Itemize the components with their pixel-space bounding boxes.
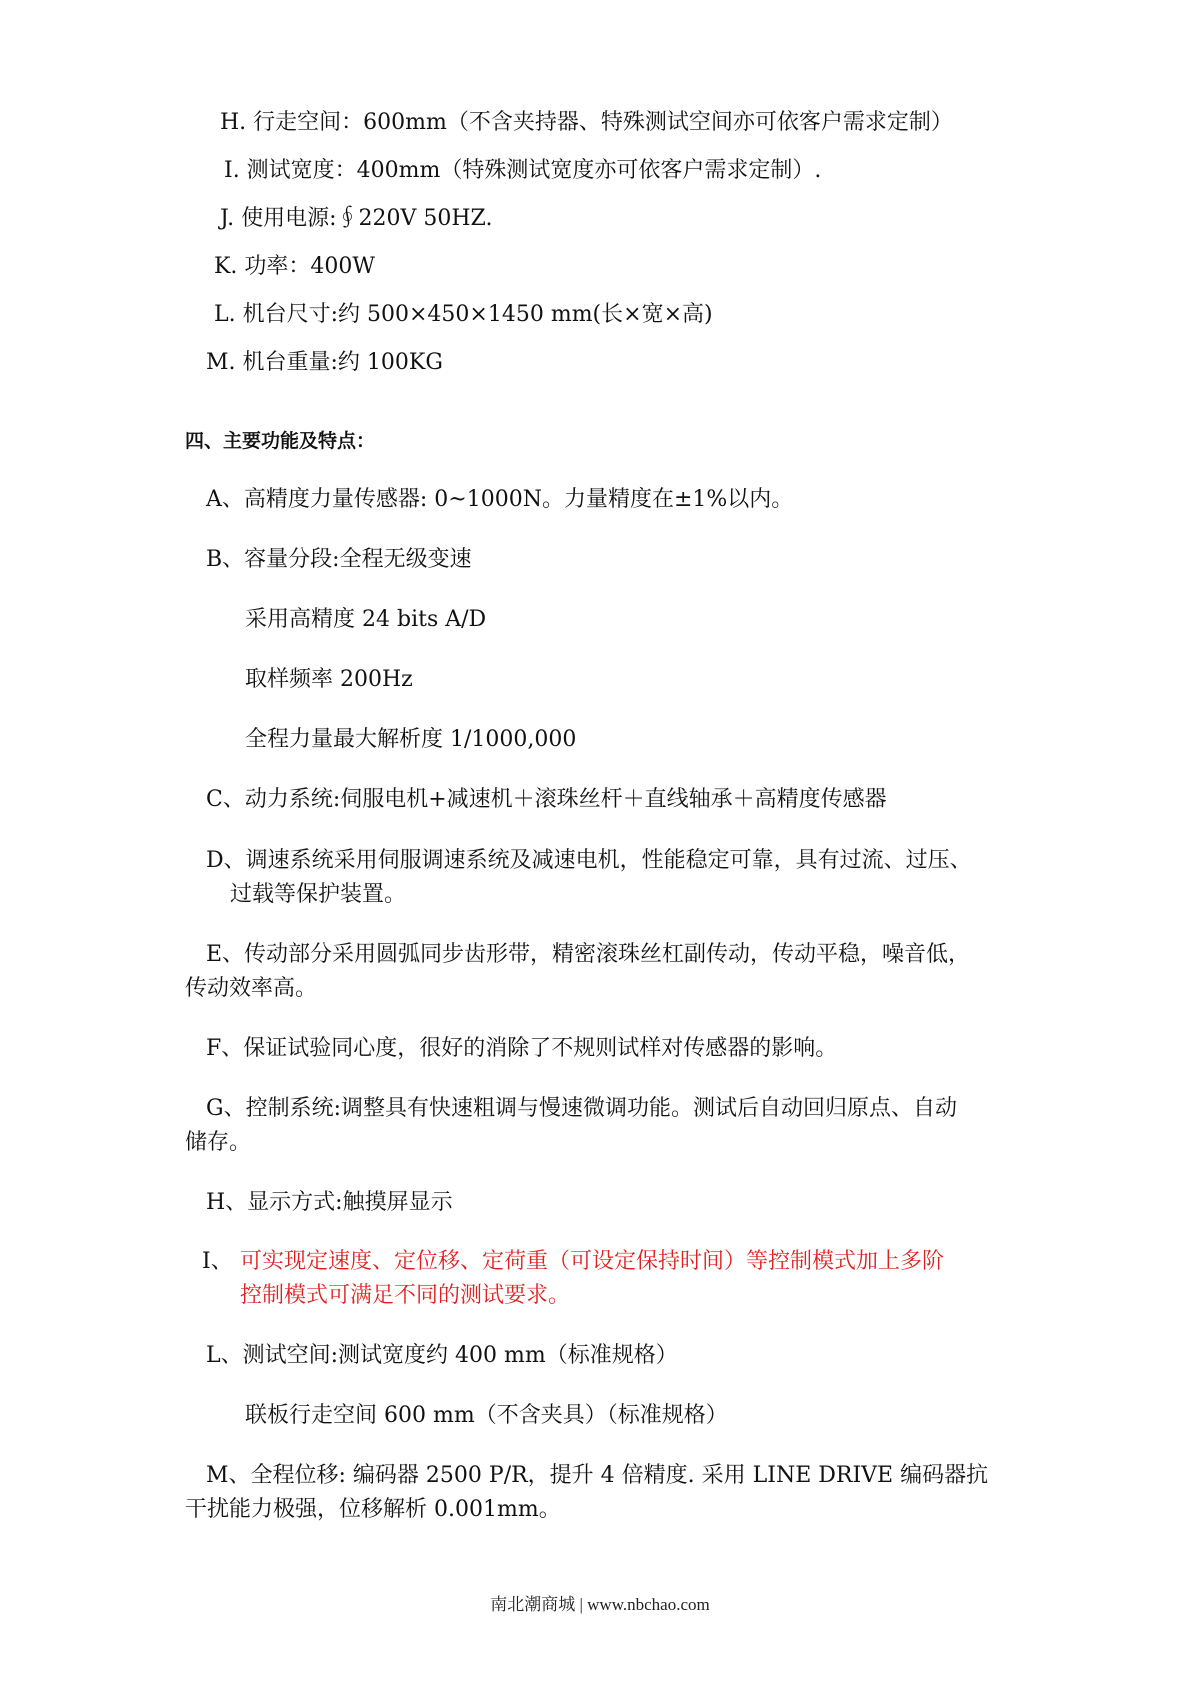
feature-b-ad: 采用高精度 24 bits A/D xyxy=(245,607,487,632)
spec-h-travel-space: H. 行走空间：600mm（不含夹持器、特殊测试空间亦可依客户需求定制） xyxy=(220,110,953,135)
spec-k-power: K. 功率：400W xyxy=(214,254,376,279)
feature-e-line2: 传动效率高。 xyxy=(185,976,318,1001)
spec-l-dimensions: L. 机台尺寸:约 500×450×1450 mm(长×宽×高) xyxy=(214,302,713,327)
page-footer: 南北潮商城 | www.nbchao.com xyxy=(490,1595,710,1614)
feature-g-line1: G、控制系统:调整具有快速粗调与慢速微调功能。测试后自动回归原点、自动 xyxy=(206,1096,957,1121)
feature-l-travel: 联板行走空间 600 mm（不含夹具）（标准规格） xyxy=(245,1403,728,1428)
feature-e-line1: E、传动部分采用圆弧同步齿形带，精密滚珠丝杠副传动，传动平稳，噪音低， xyxy=(206,942,971,967)
feature-l: L、测试空间:测试宽度约 400 mm（标准规格） xyxy=(206,1343,678,1368)
feature-i-prefix: I、 xyxy=(202,1249,233,1274)
feature-m-line1: M、全程位移: 编码器 2500 P/R，提升 4 倍精度. 采用 LINE DRIVE 编码器抗 xyxy=(206,1463,989,1488)
spec-m-weight: M. 机台重量:约 100KG xyxy=(206,350,443,375)
feature-f: F、保证试验同心度，很好的消除了不规则试样对传感器的影响。 xyxy=(206,1036,838,1061)
feature-a: A、高精度力量传感器: 0~1000N。力量精度在±1%以内。 xyxy=(206,487,794,512)
feature-h: H、显示方式:触摸屏显示 xyxy=(206,1190,453,1215)
feature-i-line1: 可实现定速度、定位移、定荷重（可设定保持时间）等控制模式加上多阶 xyxy=(240,1249,945,1274)
feature-c: C、动力系统:伺服电机+减速机＋滚珠丝杆＋直线轴承＋高精度传感器 xyxy=(206,787,887,812)
feature-i-line2: 控制模式可满足不同的测试要求。 xyxy=(240,1283,571,1308)
feature-b-sampling: 取样频率 200Hz xyxy=(245,667,413,692)
spec-j-power-supply: J. 使用电源:∮220V 50HZ. xyxy=(220,206,493,231)
feature-d-line2: 过载等保护装置。 xyxy=(230,882,407,907)
feature-g-line2: 储存。 xyxy=(185,1130,252,1155)
feature-m-line2: 干扰能力极强，位移解析 0.001mm。 xyxy=(185,1497,561,1522)
feature-b: B、容量分段:全程无级变速 xyxy=(206,547,472,572)
feature-d-line1: D、调速系统采用伺服调速系统及减速电机，性能稳定可靠，具有过流、过压、 xyxy=(206,848,972,873)
feature-b-resolution: 全程力量最大解析度 1/1000,000 xyxy=(245,727,577,752)
section-heading: 四、主要功能及特点： xyxy=(185,430,376,452)
spec-i-test-width: I. 测试宽度：400mm（特殊测试宽度亦可依客户需求定制）. xyxy=(224,158,822,183)
